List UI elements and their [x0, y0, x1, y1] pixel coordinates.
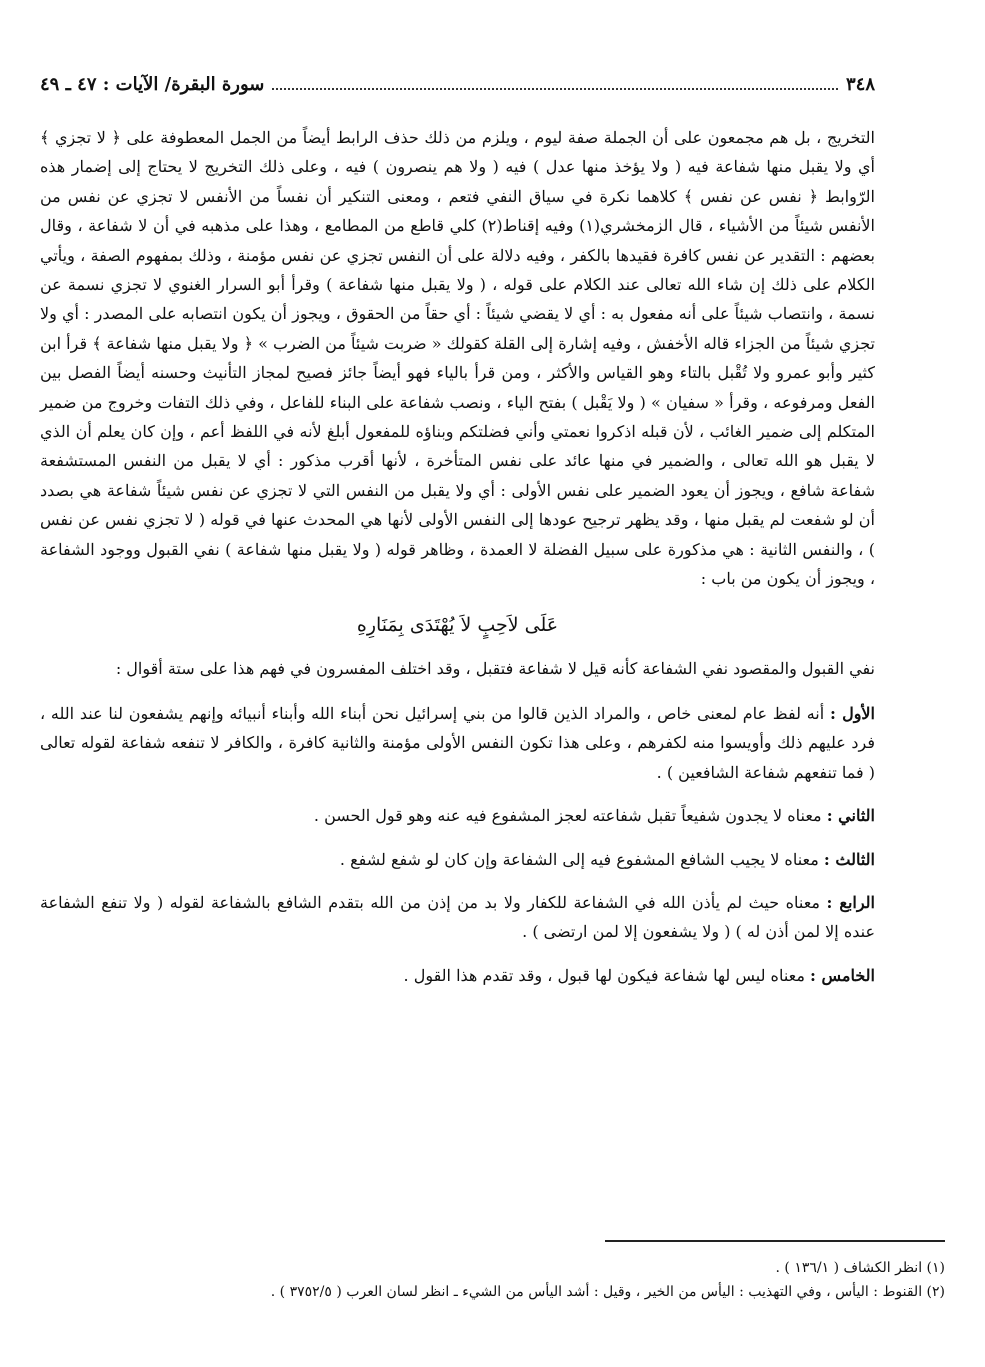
opinion-4 [40, 888, 875, 947]
running-header [40, 74, 875, 103]
opinion-text: أنه لفظ عام لمعنى خاص ، والمراد الذين قالوا من بني إسرائيل نحن أبناء الله وأبناء أنبيائه وإنهم يشفعون لنا عند الله ، فرد عليهم ذلك وأويسوا منه لكفرهم ، وعلى هذا تكون النفس الأولى مؤمنة والثانية كافرة ، والكافر لا تنفعه شفاعة لقوله تعالى ( فما تنفعهم شفاعة الشافعين ) . [40, 703, 875, 782]
opinion-2 [40, 801, 875, 830]
main-paragraph: التخريج ، بل هم مجمعون على أن الجملة صفة ليوم ، ويلزم من ذلك حذف الرابط أيضاً من الجمل المعطوفة على ﴿ لا تجزي ﴾ أي ولا يقبل منها شفاعة فيه ( ولا يؤخذ منها عدل ) فيه ( ولا هم ينصرون ) فيه ، وعلى ذلك التخريج لا يحتاج إلى إضمار هذه الرّوابط ﴿ نفس عن نفس ﴾ كلاهما نكرة في سياق النفي فتعم ، ومعنى التنكير أن نفساً من الأنفس لا تجزي عن نفس من الأنفس شيئاً من الأشياء ، قال الزمخشري(١) وفيه إقناط(٢) كلي قاطع من المطامع ، وهذا على مذهبه في أن لا شفاعة ، وقال بعضهم : التقدير عن نفس كافرة فقيدها بالكفر ، وفيه دلالة على أن النفس تجزي عن نفس مؤمنة ، وذلك بمفهوم الصفة ، ويأتي الكلام على ذلك إن شاء الله تعالى عند الكلام على قوله ، ( ولا يقبل منها شفاعة ) وقرأ أبو السرار الغنوي لا تجزي نسمة عن نسمة ، وانتصاب شيئاً على أنه مفعول به : أي لا يقضي شيئاً : أي حقاً من الحقوق ، ويجوز أن يكون انتصابه على المصدر : أي ولا تجزي شيئاً من الجزاء قاله الأخفش ، وفيه إشارة إلى القلة كقولك « ضربت شيئاً من الضرب » ﴿ ولا يقبل منها شفاعة ﴾ قرأ ابن كثير وأبو عمرو ولا تُقْبل بالتاء وهو القياس والأكثر ، ومن قرأ بالياء فهو أيضاً جائز فصيح لمجاز التأنيث وحسنه أيضاً الفصل بين الفعل ومرفوعه ، وقرأ « سفيان » ( ولا يَقْبل ) بفتح الياء ، ونصب شفاعة على البناء للفاعل ، وفي ذلك التفات وخروج من ضمير المتكلم إلى ضمير الغائب ، لأن قبله اذكروا نعمتي وأني فضلتكم وبناؤه للمفعول أبلغ لأنه في اللفظ أعم ، وإن كان يعلم أن الذي لا يقبل هو الله تعالى ، والضمير في منها عائد على نفس المتأخرة ، لأنها أقرب مذكور : أي لا يقبل من النفس المستشفعة شفاعة شافع ، ويجوز أن يعود الضمير على نفس الأولى : أي ولا يقبل من النفس التي لا تجزي عن نفس شيئاً شفاعة هي بصدد أن لو شفعت لم يقبل منها ، وقد يظهر ترجيح عودها إلى النفس الأولى لأنها هي المحدث عنها في قوله ( لا تجزي نفس عن نفس ) ، والنفس الثانية : هي مذكورة على سبيل الفضلة لا العمدة ، وظاهر قوله ( ولا يقبل منها شفاعة ) نفي القبول ووجود الشفاعة ، ويجوز أن يكون من باب : [40, 128, 876, 589]
opinion-label: الرابع : [826, 892, 875, 912]
footnotes [110, 1256, 945, 1304]
footnote-1: (١) انظر الكشاف ( ١٣٦/١ ) . [775, 1260, 945, 1276]
opinion-text: معناه حيث لم يأذن الله في الشفاعة للكفار ولا بد من إذن من الله بتقدم الشافع بالشفاعة لقوله ( ولا تنفع الشفاعة عنده إلا لمن أذن له ) ( ولا يشفعون إلا لمن ارتضى ) . [40, 892, 875, 942]
body-text [40, 123, 875, 990]
running-title: سورة البقرة/ الآيات : ٤٧ ـ ٤٩ [40, 74, 265, 95]
footnote-2: (٢) القنوط : اليأس ، وفي التهذيب : اليأس من الخير ، وقيل : أشد اليأس من الشيء ـ انظر لسان العرب ( ٣٧٥٢/٥ ) . [270, 1284, 945, 1300]
opinion-5 [40, 961, 875, 990]
footnote-divider [605, 1240, 945, 1242]
opinion-text: معناه لا يجدون شفيعاً تقبل شفاعته لعجز المشفوع فيه عنه وهو قول الحسن . [313, 806, 822, 826]
opinion-label: الثالث : [823, 849, 875, 869]
opinion-text: معناه لا يجيب الشافع المشفوع فيه إلى الشفاعة وإن كان لو شفع لشفع . [339, 849, 819, 869]
header-leader-dots [272, 88, 838, 90]
opinion-3 [40, 845, 875, 874]
opinion-label: الثاني : [826, 806, 875, 826]
opinion-1 [40, 699, 875, 787]
paragraph-after-verse: نفي القبول والمقصود نفي الشفاعة كأنه قيل لا شفاعة فتقبل ، وقد اختلف المفسرون في فهم هذا على ستة أقوال : [115, 658, 875, 678]
opinion-label: الأول : [829, 703, 875, 723]
opinion-label: الخامس : [810, 965, 875, 985]
page [40, 74, 875, 990]
page-number: ٣٤٨ [845, 74, 875, 95]
poetry-verse: عَلَى لاَحِبٍ لاَ يُهْتَدَى بِمَنَارِهِ [356, 613, 559, 636]
opinion-text: معناه ليس لها شفاعة فيكون لها قبول ، وقد تقدم هذا القول . [403, 965, 805, 985]
